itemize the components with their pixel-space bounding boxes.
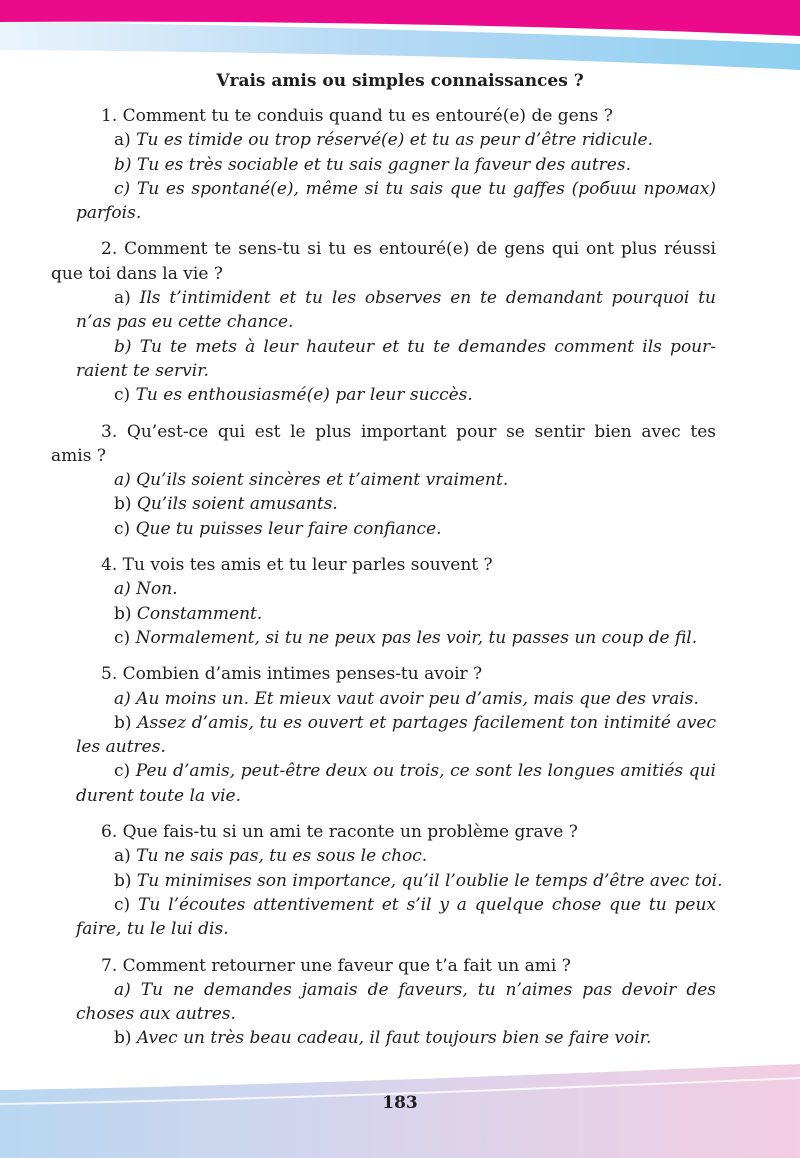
answer-c-continued: parfois. xyxy=(76,203,142,224)
answer-b: b) Assez d’amis, tu es ouvert et partages facilement ton intimité avec xyxy=(114,712,717,733)
answer-c-continued: durent toute la vie. xyxy=(76,785,241,806)
answer-c: c) Normalement, si tu ne peux pas les voir, tu passes un coup de fil. xyxy=(114,627,698,648)
question-7 xyxy=(51,954,716,1051)
answer-b: b) Constamment. xyxy=(114,603,263,624)
answer-b: b) Avec un très beau cadeau, il faut toujours bien se faire voir. xyxy=(114,1028,652,1049)
answer-c: c) Tu es enthousiasmé(e) par leur succès. xyxy=(114,385,473,406)
questionnaire xyxy=(51,104,723,1063)
answer-a: a) Au moins un. Et mieux vaut avoir peu d’amis, mais que des vrais. xyxy=(114,688,699,709)
answer-a: a) Non. xyxy=(114,579,178,600)
answer-b: b) Tu te mets à leur hauteur et tu te demandes comment ils pour- xyxy=(114,336,716,357)
page-number: 183 xyxy=(382,1093,418,1113)
question-text: 1. Comment tu te conduis quand tu es entouré(e) de gens ? xyxy=(101,106,613,126)
answer-c: c) Peu d’amis, peut-être deux ou trois, ce sont les longues amitiés qui xyxy=(114,761,716,782)
question-text: 6. Que fais-tu si un ami te raconte un problème grave ? xyxy=(101,822,578,843)
question-6 xyxy=(51,820,723,941)
question-5 xyxy=(51,662,716,808)
question-text: 7. Comment retourner une faveur que t’a fait un ami ? xyxy=(101,955,571,976)
answer-a: a) Ils t’intimident et tu les observes en te demandant pourquoi tu xyxy=(114,288,717,309)
answer-b: b) Tu es très sociable et tu sais gagner la faveur des autres. xyxy=(114,154,631,175)
question-2 xyxy=(51,237,716,407)
answer-c-continued: faire, tu le lui dis. xyxy=(76,919,229,940)
answer-c: c) Que tu puisses leur faire confiance. xyxy=(114,518,442,539)
answer-b: b) Qu’ils soient amusants. xyxy=(114,494,338,515)
answer-b: b) Tu minimises son importance, qu’il l’oublie le temps d’être avec toi. xyxy=(114,870,723,891)
question-text: 4. Tu vois tes amis et tu leur parles souvent ? xyxy=(101,555,493,576)
answer-c: c) Tu l’écoutes attentivement et s’il y a quelque chose que tu peux xyxy=(114,894,716,915)
question-text: 2. Comment te sens-tu si tu es entouré(e) de gens qui ont plus réussi xyxy=(101,239,716,260)
answer-b-continued: les autres. xyxy=(76,737,166,758)
question-1 xyxy=(51,104,716,225)
answer-b-continued: raient te servir. xyxy=(76,360,209,381)
question-4 xyxy=(51,553,716,650)
question-text-continued: amis ? xyxy=(51,445,106,466)
question-text-continued: que toi dans la vie ? xyxy=(51,263,223,284)
answer-c: c) Tu es spontané(e), même si tu sais que tu gaffes (робиш промах) xyxy=(114,178,717,199)
answer-a-continued: n’as pas eu cette chance. xyxy=(76,312,294,333)
answer-a: a) Qu’ils soient sincères et t’aiment vraiment. xyxy=(114,470,509,491)
question-3 xyxy=(51,420,716,541)
page-title: Vrais amis ou simples connaissances ? xyxy=(216,71,584,91)
answer-a-continued: choses aux autres. xyxy=(76,1004,236,1025)
answer-a: a) Tu ne sais pas, tu es sous le choc. xyxy=(114,846,428,867)
question-text: 5. Combien d’amis intimes penses-tu avoir ? xyxy=(101,664,483,685)
question-text: 3. Qu’est-ce qui est le plus important pour se sentir bien avec tes xyxy=(101,421,716,442)
answer-a: a) Tu ne demandes jamais de faveurs, tu n’aimes pas devoir des xyxy=(114,979,717,1000)
answer-a: a) Tu es timide ou trop réservé(e) et tu as peur d’être ridicule. xyxy=(114,130,653,151)
